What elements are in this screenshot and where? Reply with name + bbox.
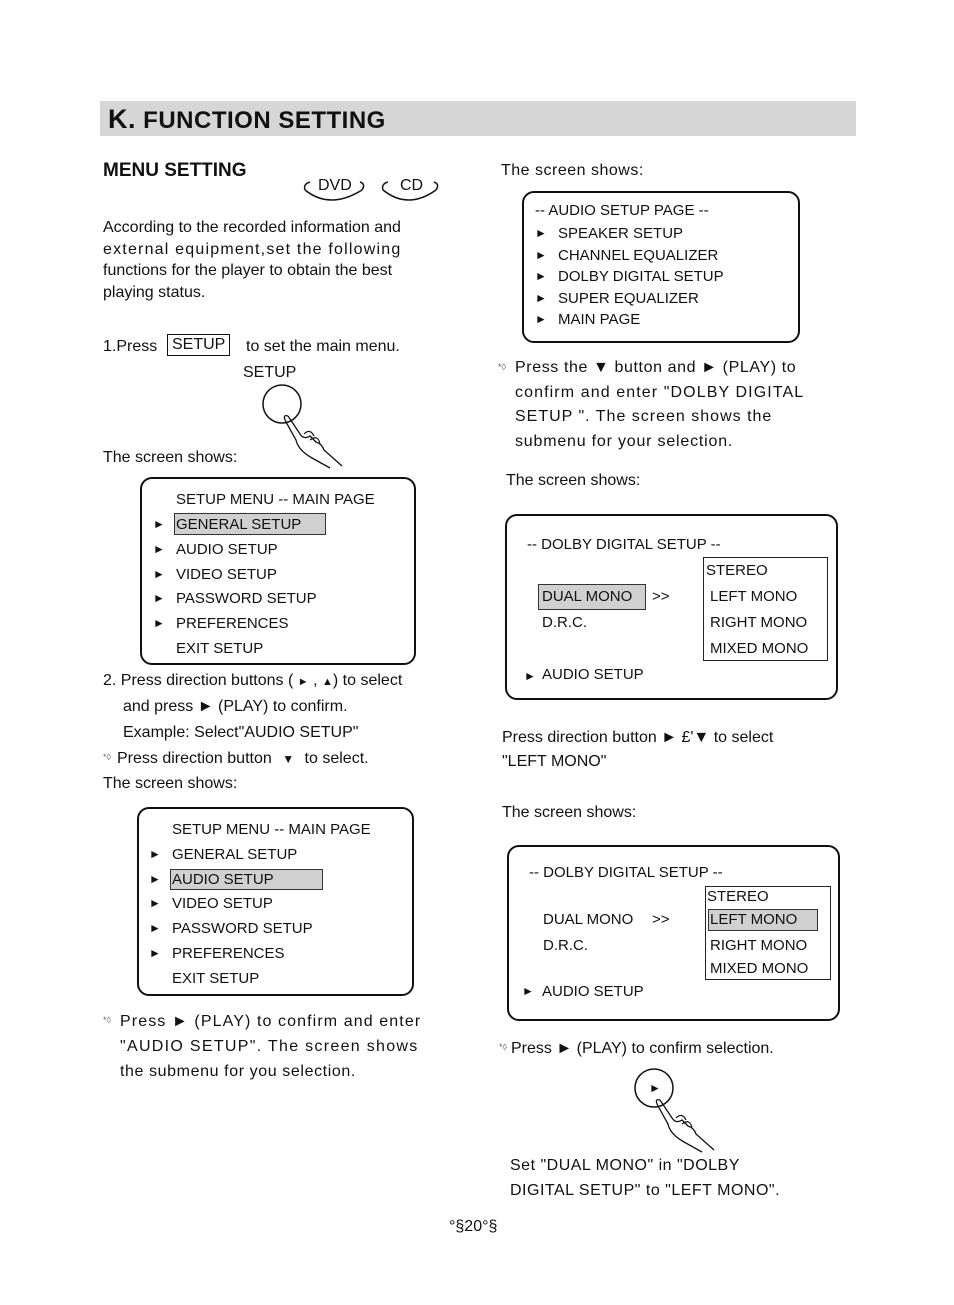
menu-setting-title: MENU SETTING (103, 160, 247, 181)
menu-item-general-setup[interactable]: GENERAL SETUP (176, 516, 302, 533)
menu-item-exit-setup[interactable]: EXIT SETUP (172, 970, 260, 987)
intro-line-1: According to the recorded information and (103, 219, 401, 236)
menu-item-drc[interactable]: D.R.C. (542, 614, 587, 631)
menu-item-video-setup[interactable]: VIDEO SETUP (172, 895, 273, 912)
option-mixed-mono[interactable]: MIXED MONO (710, 640, 809, 657)
menu-item-audio-setup[interactable]: AUDIO SETUP (172, 871, 274, 888)
pointer-arrow-icon: ► (153, 517, 165, 531)
final-line-2: DIGITAL SETUP" to "LEFT MONO". (510, 1182, 781, 1199)
step3-line-3: the submenu for you selection. (120, 1063, 356, 1080)
section-title: FUNCTION SETTING (143, 107, 386, 134)
pointer-arrow-icon: ► (149, 946, 161, 960)
step2-text-a: 2. Press direction buttons ( (103, 672, 294, 689)
screen-shows-label-4: The screen shows: (506, 472, 641, 489)
option-stereo[interactable]: STEREO (707, 888, 769, 905)
screen-shows-label-5: The screen shows: (502, 804, 637, 821)
down-arrow-icon: ▼ (282, 752, 295, 766)
pointer-arrow-icon: ► (535, 291, 547, 305)
intro-line-4: playing status. (103, 284, 206, 301)
option-right-mono[interactable]: RIGHT MONO (710, 614, 808, 631)
step2-line-4-text: Press direction button (117, 750, 272, 767)
dolby-digital-setup-screen-2 (507, 845, 840, 1021)
press-line-3: SETUP ". The screen shows the (515, 408, 773, 425)
step2-line-1 (103, 670, 402, 693)
menu-item-video-setup[interactable]: VIDEO SETUP (176, 566, 277, 583)
audio-setup-page-screen (522, 191, 800, 343)
setup-button-label: SETUP (243, 364, 297, 381)
step2-line-4 (117, 748, 369, 770)
menu-item-dual-mono[interactable]: DUAL MONO (543, 911, 634, 928)
bullet-mark: *◊ (103, 1015, 111, 1025)
pointer-arrow-icon: ► (153, 616, 165, 630)
menu-item-preferences[interactable]: PREFERENCES (176, 615, 289, 632)
press-direction-line-1: Press direction button ► £'▼ to select (502, 729, 774, 746)
menu-item-password-setup[interactable]: PASSWORD SETUP (176, 590, 317, 607)
option-left-mono[interactable]: LEFT MONO (710, 588, 798, 605)
option-right-mono[interactable]: RIGHT MONO (710, 937, 808, 954)
pointer-arrow-icon: ► (524, 669, 536, 683)
menu-title: SETUP MENU -- MAIN PAGE (176, 491, 375, 508)
pointer-arrow-icon: ► (149, 847, 161, 861)
step2-line-3: Example: Select"AUDIO SETUP" (123, 724, 359, 741)
screen-shows-label-2: The screen shows: (103, 775, 238, 792)
menu-item-dual-mono[interactable]: DUAL MONO (542, 588, 633, 605)
right-arrow-icon: ► (297, 676, 309, 688)
up-arrow-icon: ▲ (322, 676, 333, 688)
menu-item-speaker-setup[interactable]: SPEAKER SETUP (558, 225, 684, 242)
screen-shows-label-1: The screen shows: (103, 449, 238, 466)
dvd-label: DVD (318, 177, 352, 194)
menu-item-super-equalizer[interactable]: SUPER EQUALIZER (558, 290, 699, 307)
submenu-arrow: >> (652, 588, 670, 605)
step2-comma: , (313, 672, 318, 689)
bullet-mark: *◊ (498, 362, 506, 372)
menu-item-main-page[interactable]: MAIN PAGE (558, 311, 641, 328)
hand-press-play-icon (632, 1068, 722, 1153)
intro-line-3: functions for the player to obtain the best (103, 262, 393, 279)
pointer-arrow-icon: ► (153, 542, 165, 556)
press-line-2: confirm and enter "DOLBY DIGITAL (515, 384, 805, 401)
setup-menu-screen-1 (140, 477, 416, 665)
bullet-mark: *◊ (499, 1042, 507, 1052)
step2-text-e: ) to select (332, 672, 403, 689)
menu-item-drc[interactable]: D.R.C. (543, 937, 588, 954)
step1-prefix: 1.Press (103, 338, 158, 355)
section-letter: K. (108, 104, 136, 134)
pointer-arrow-icon: ► (535, 312, 547, 326)
pointer-arrow-icon: ► (149, 872, 161, 886)
page-number: °§20°§ (449, 1218, 498, 1235)
pointer-arrow-icon: ► (153, 567, 165, 581)
screen-shows-label-3: The screen shows: (501, 162, 644, 179)
section-header (108, 104, 386, 135)
press-line-4: submenu for your selection. (515, 433, 734, 450)
step2-line-4-end: to select. (304, 750, 369, 767)
pointer-arrow-icon: ► (149, 896, 161, 910)
option-left-mono[interactable]: LEFT MONO (710, 911, 798, 928)
pointer-arrow-icon: ► (522, 984, 534, 998)
menu-item-audio-setup[interactable]: AUDIO SETUP (542, 666, 644, 683)
step1-suffix: to set the main menu. (246, 338, 400, 355)
cd-label: CD (400, 177, 424, 194)
setup-key-label: SETUP (167, 334, 230, 356)
menu-item-password-setup[interactable]: PASSWORD SETUP (172, 920, 313, 937)
pointer-arrow-icon: ► (535, 248, 547, 262)
menu-item-audio-setup[interactable]: AUDIO SETUP (542, 983, 644, 1000)
pointer-arrow-icon: ► (153, 591, 165, 605)
menu-item-dolby-digital-setup[interactable]: DOLBY DIGITAL SETUP (558, 268, 724, 285)
menu-title: -- AUDIO SETUP PAGE -- (535, 202, 709, 219)
menu-item-general-setup[interactable]: GENERAL SETUP (172, 846, 298, 863)
press-line-1: Press the ▼ button and ► (PLAY) to (515, 359, 797, 376)
menu-item-exit-setup[interactable]: EXIT SETUP (176, 640, 264, 657)
bullet-mark: *◊ (103, 752, 111, 762)
pointer-arrow-icon: ► (149, 921, 161, 935)
menu-item-channel-equalizer[interactable]: CHANNEL EQUALIZER (558, 247, 719, 264)
press-direction-line-2: "LEFT MONO" (502, 753, 607, 770)
option-stereo[interactable]: STEREO (706, 562, 768, 579)
pointer-arrow-icon: ► (535, 269, 547, 283)
play-icon: ► (649, 1081, 661, 1095)
menu-title: -- DOLBY DIGITAL SETUP -- (529, 864, 723, 881)
menu-item-preferences[interactable]: PREFERENCES (172, 945, 285, 962)
menu-item-audio-setup[interactable]: AUDIO SETUP (176, 541, 278, 558)
submenu-arrow: >> (652, 911, 670, 928)
dolby-digital-setup-screen-1 (505, 514, 838, 700)
menu-title: SETUP MENU -- MAIN PAGE (172, 821, 371, 838)
final-line-1: Set "DUAL MONO" in "DOLBY (510, 1157, 740, 1174)
hand-press-icon (260, 384, 350, 469)
step2-line-2: and press ► (PLAY) to confirm. (123, 698, 348, 715)
step3-line-2: "AUDIO SETUP". The screen shows (120, 1038, 419, 1055)
pointer-arrow-icon: ► (535, 226, 547, 240)
option-mixed-mono[interactable]: MIXED MONO (710, 960, 809, 977)
intro-line-2: external equipment,set the following (103, 241, 402, 258)
step3-line-1: Press ► (PLAY) to confirm and enter (120, 1013, 422, 1030)
setup-menu-screen-2 (137, 807, 414, 996)
menu-title: -- DOLBY DIGITAL SETUP -- (527, 536, 721, 553)
confirm-line: Press ► (PLAY) to confirm selection. (511, 1040, 774, 1057)
